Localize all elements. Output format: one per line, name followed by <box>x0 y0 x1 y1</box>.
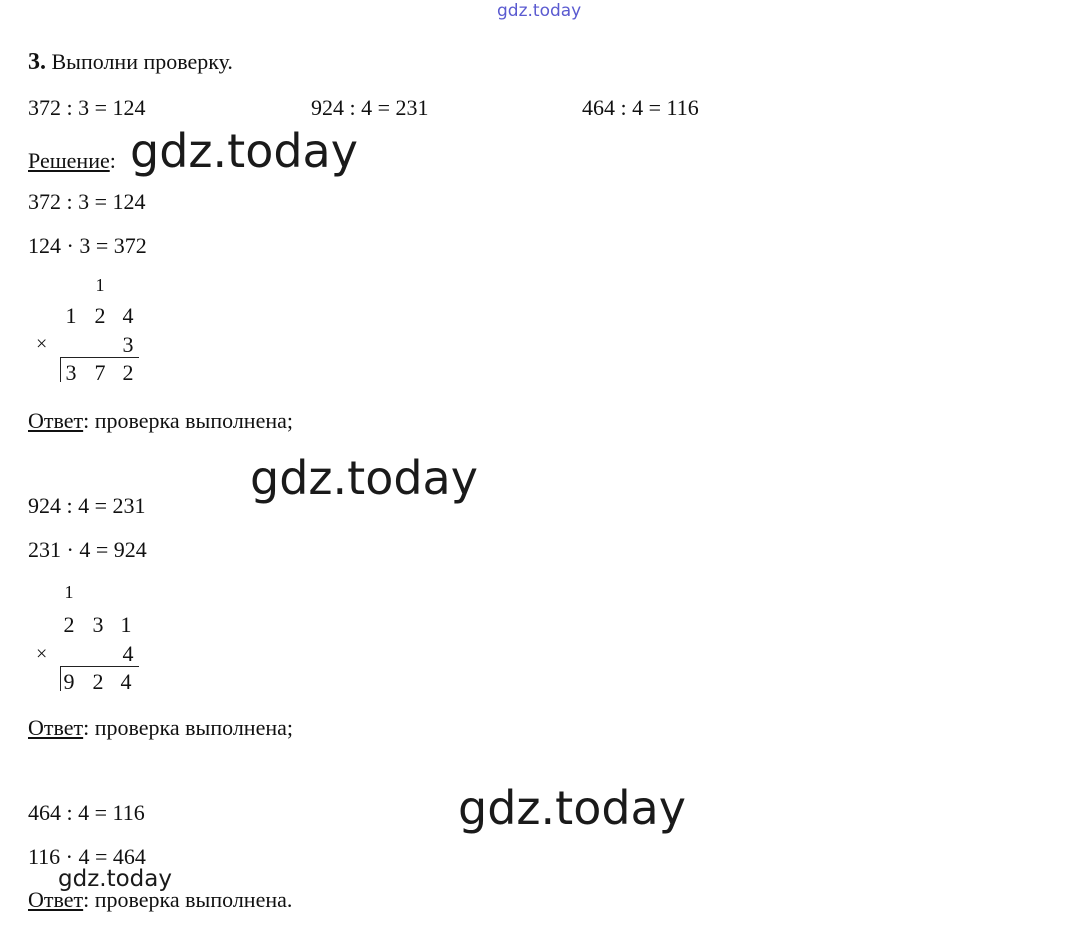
multiplier-digit: 3 <box>122 332 134 357</box>
watermark-1: gdz.today <box>130 124 358 178</box>
part2-multiplication: 231 · 4 = 924 <box>28 537 147 562</box>
answer-text: : проверка выполнена; <box>83 408 293 433</box>
part1-answer <box>28 409 293 433</box>
carry-digit: 1 <box>64 582 74 602</box>
example-2: 924 : 4 = 231 <box>311 95 429 120</box>
top-digit: 1 <box>65 303 77 328</box>
part3-answer <box>28 888 292 912</box>
task-title: Выполни проверку. <box>46 49 233 74</box>
solution-colon: : <box>109 148 116 173</box>
answer-text: : проверка выполнена; <box>83 715 293 740</box>
answer-label: Ответ <box>28 408 84 433</box>
result-digit: 9 <box>63 669 75 694</box>
task-number: 3. <box>28 49 46 75</box>
result-digit: 3 <box>65 360 77 385</box>
multiply-sign: × <box>36 643 48 665</box>
answer-label: Ответ <box>28 715 84 740</box>
column-rule <box>60 666 139 667</box>
watermark-2: gdz.today <box>250 451 478 505</box>
watermark-top: gdz.today <box>497 1 582 21</box>
carry-digit: 1 <box>95 275 105 295</box>
task-heading <box>28 50 233 74</box>
result-digit: 7 <box>94 360 106 385</box>
answer-text: : проверка выполнена. <box>83 887 293 912</box>
top-digit: 4 <box>122 303 134 328</box>
multiplier-digit: 4 <box>122 641 134 666</box>
watermark-4: gdz.today <box>58 866 172 892</box>
top-digit: 2 <box>94 303 106 328</box>
top-digit: 3 <box>92 612 104 637</box>
part1-division: 372 : 3 = 124 <box>28 189 146 214</box>
top-digit: 2 <box>63 612 75 637</box>
part3-multiplication: 116 · 4 = 464 <box>28 844 146 869</box>
watermark-3: gdz.today <box>458 781 686 835</box>
solution-label <box>28 149 116 173</box>
part1-multiplication: 124 · 3 = 372 <box>28 233 147 258</box>
answer-label: Ответ <box>28 887 84 912</box>
example-1: 372 : 3 = 124 <box>28 95 146 120</box>
result-digit: 4 <box>120 669 132 694</box>
solution-word: Решение <box>28 148 110 173</box>
part2-answer <box>28 716 293 740</box>
multiply-sign: × <box>36 333 48 355</box>
example-3: 464 : 4 = 116 <box>582 95 699 120</box>
part2-division: 924 : 4 = 231 <box>28 493 146 518</box>
result-digit: 2 <box>92 669 104 694</box>
result-digit: 2 <box>122 360 134 385</box>
top-digit: 1 <box>120 612 132 637</box>
column-rule <box>60 357 139 358</box>
part3-division: 464 : 4 = 116 <box>28 800 145 825</box>
